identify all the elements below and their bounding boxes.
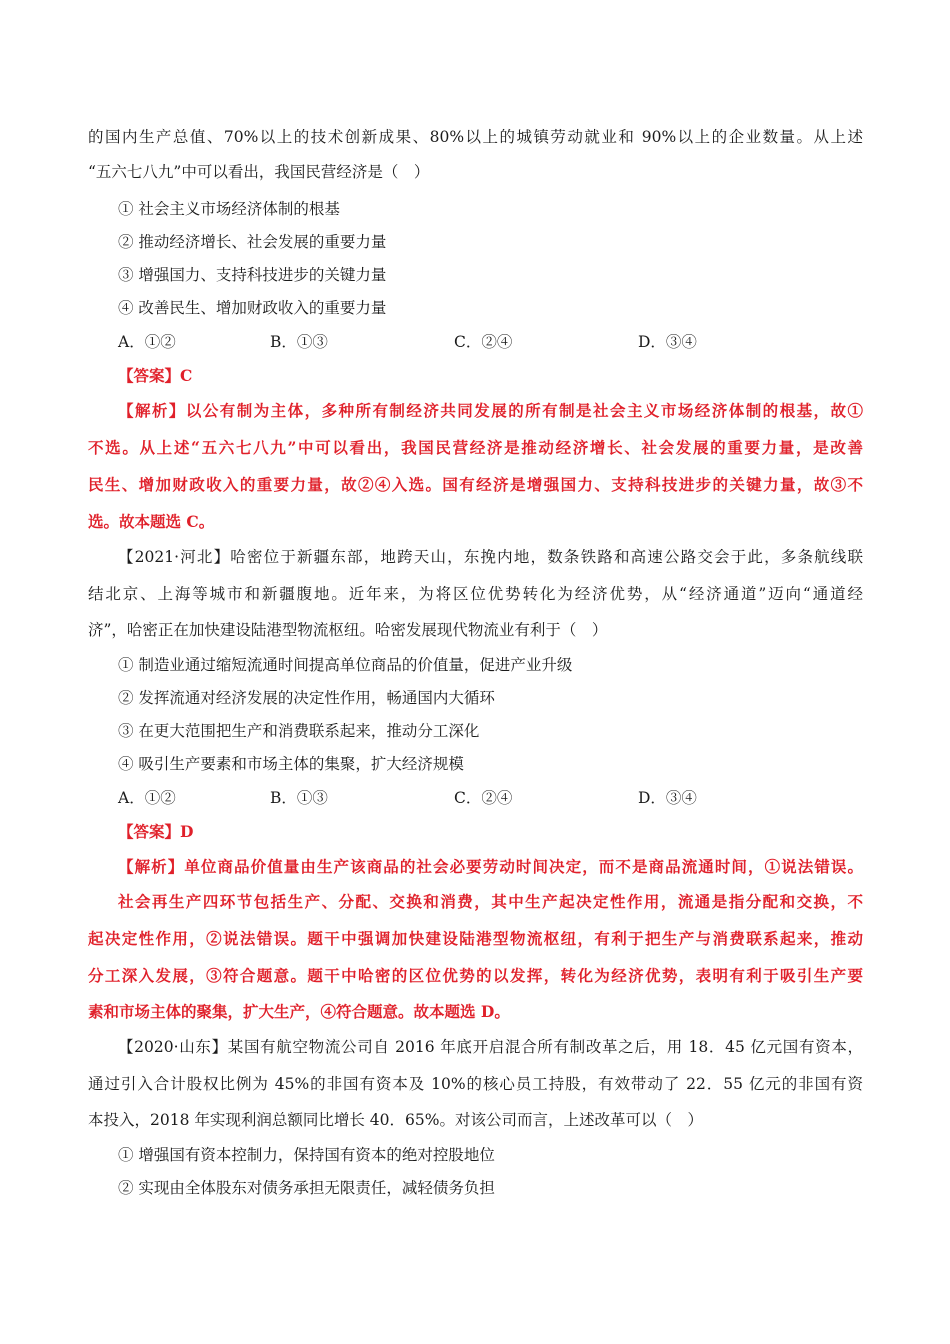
q2-item-2: ② 发挥流通对经济发展的决定性作用，畅通国内大循环 — [118, 689, 495, 707]
q1-analysis-line-1: 【解析】以公有制为主体，多种所有制经济共同发展的所有制是社会主义市场经济体制的根基，故① — [118, 401, 863, 420]
q2-analysis-line-5: 素和市场主体的聚集，扩大生产，④符合题意。故本题选 D。 — [88, 1002, 510, 1021]
q1-option-d: D．③④ — [638, 333, 697, 351]
q1-option-b: B．①③ — [270, 333, 328, 351]
q3-item-2: ② 实现由全体股东对债务承担无限责任，减轻债务负担 — [118, 1179, 495, 1197]
q2-option-d: D．③④ — [638, 789, 697, 807]
q3-stem-line-3: 本投入，2018 年实现利润总额同比增长 40．65%。对该公司而言，上述改革可以（ ） — [88, 1111, 703, 1129]
q1-item-3: ③ 增强国力、支持科技进步的关键力量 — [118, 266, 387, 284]
q3-item-1: ① 增强国有资本控制力，保持国有资本的绝对控股地位 — [118, 1146, 495, 1164]
q1-item-1: ① 社会主义市场经济体制的根基 — [118, 200, 340, 218]
q1-analysis-line-3: 民生、增加财政收入的重要力量，故②④入选。国有经济是增强国力、支持科技进步的关键力量，故③不 — [88, 475, 863, 494]
q1-option-c: C．②④ — [454, 333, 513, 351]
q2-analysis-line-1: 【解析】单位商品价值量由生产该商品的社会必要劳动时间决定，而不是商品流通时间，①说法错误。 — [118, 857, 863, 876]
q2-analysis-line-2: 社会再生产四环节包括生产、分配、交换和消费，其中生产起决定性作用，流通是指分配和交换，不 — [118, 892, 863, 911]
q2-stem-line-1: 【2021·河北】哈密位于新疆东部，地跨天山，东挽内地，数条铁路和高速公路交会于此，多条航线联 — [118, 548, 863, 566]
q2-stem-line-3: 济”，哈密正在加快建设陆港型物流枢纽。哈密发展现代物流业有利于（ ） — [88, 621, 608, 639]
q2-options — [118, 788, 893, 808]
q2-item-1: ① 制造业通过缩短流通时间提高单位商品的价值量，促进产业升级 — [118, 656, 573, 674]
q2-option-b: B．①③ — [270, 789, 328, 807]
q2-answer: 【答案】D — [118, 822, 194, 841]
q1-item-4: ④ 改善民生、增加财政收入的重要力量 — [118, 299, 387, 317]
q2-stem-line-2: 结北京、上海等城市和新疆腹地。近年来，为将区位优势转化为经济优势，从“经济通道”迈向“通道经 — [88, 585, 863, 603]
q1-option-a: A．①② — [118, 333, 176, 351]
q1-stem-line-2: “五六七八九”中可以看出，我国民营经济是（ ） — [88, 163, 430, 181]
q1-analysis-line-2: 不选。从上述“五六七八九”中可以看出，我国民营经济是推动经济增长、社会发展的重要力量，是改善 — [88, 438, 863, 457]
q2-option-c: C．②④ — [454, 789, 513, 807]
q2-analysis-line-4: 分工深入发展，③符合题意。题干中哈密的区位优势的以发挥，转化为经济优势，表明有利于吸引生产要 — [88, 966, 863, 985]
q1-item-2: ② 推动经济增长、社会发展的重要力量 — [118, 233, 387, 251]
q2-option-a: A．①② — [118, 789, 176, 807]
q3-stem-line-2: 通过引入合计股权比例为 45%的非国有资本及 10%的核心员工持股，有效带动了 22．55 亿元的非国有资 — [88, 1075, 863, 1093]
q2-item-3: ③ 在更大范围把生产和消费联系起来，推动分工深化 — [118, 722, 480, 740]
q3-stem-line-1: 【2020·山东】某国有航空物流公司自 2016 年底开启混合所有制改革之后，用 18．45 亿元国有资本， — [118, 1038, 863, 1056]
q1-options — [118, 332, 893, 352]
q1-answer: 【答案】C — [118, 366, 193, 385]
q1-analysis-line-4: 选。故本题选 C。 — [88, 512, 215, 531]
q1-stem-line-1: 的国内生产总值、70%以上的技术创新成果、80%以上的城镇劳动就业和 90%以上的企业数量。从上述 — [88, 128, 863, 146]
q2-analysis-line-3: 起决定性作用，②说法错误。题干中强调加快建设陆港型物流枢纽，有利于把生产与消费联系起来，推动 — [88, 929, 863, 948]
q2-item-4: ④ 吸引生产要素和市场主体的集聚，扩大经济规模 — [118, 755, 464, 773]
